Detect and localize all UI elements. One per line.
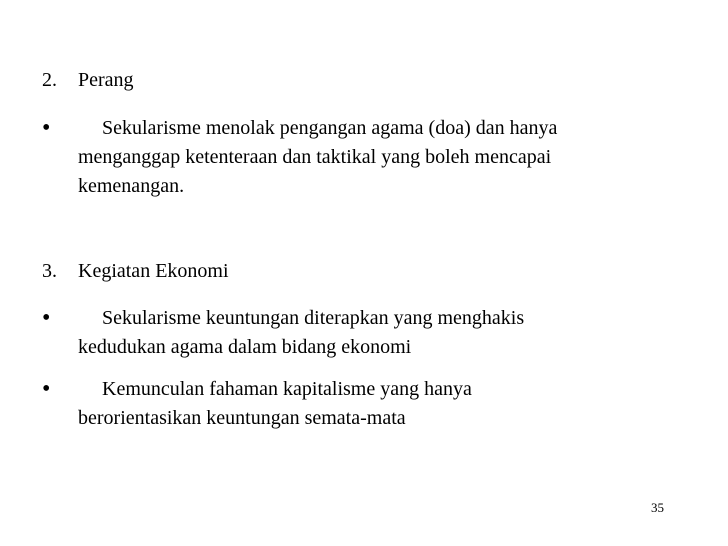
page-number: 35 [651,500,664,515]
bullet-line: kedudukan agama dalam bidang ekonomi [78,336,412,358]
bullet-line: menganggap ketenteraan dan taktikal yang boleh mencapai [78,146,552,168]
bullet-line: Sekularisme menolak pengangan agama (doa) dan hanya [102,117,558,139]
bullet-line: Kemunculan fahaman kapitalisme yang hanya [102,378,472,400]
bullet-line: Sekularisme keuntungan diterapkan yang menghakis [102,307,525,329]
section-heading-perang [42,66,682,95]
bullet-icon: • [42,115,51,141]
bullet-line: berorientasikan keuntungan semata-mata [78,407,406,429]
bullet-text [78,114,682,201]
bullet-icon: • [42,376,51,402]
section-number: 3. [42,260,57,282]
bullet-line: kemenangan. [78,175,185,197]
bullet-icon: • [42,305,51,331]
section-heading-kegiatan-ekonomi [42,257,682,286]
bullet-text [78,375,682,433]
section-heading-text: Perang [78,69,134,91]
bullet-item [42,375,682,433]
bullet-text [78,304,682,362]
bullet-item [42,304,682,362]
section-heading-text: Kegiatan Ekonomi [78,260,229,282]
bullet-item [42,114,682,201]
section-number: 2. [42,69,57,91]
